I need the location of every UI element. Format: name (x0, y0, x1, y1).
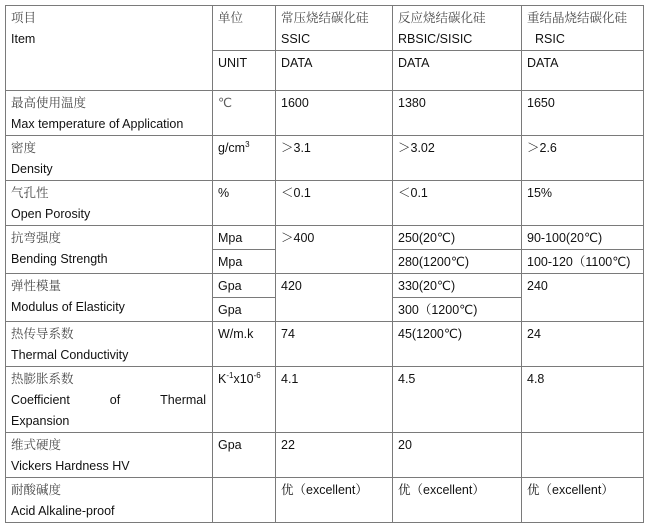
expansion-item (6, 367, 213, 433)
header-rsic (522, 6, 644, 51)
expansion-en-line1 (11, 390, 206, 411)
maxtemp-cn: 最高使用温度 (11, 96, 87, 110)
expansion-unit-sup1: -1 (226, 371, 234, 380)
elasticity-unit-1: Gpa (213, 274, 276, 298)
header-row (6, 6, 644, 51)
density-unit-sup: 3 (245, 140, 250, 149)
density-ssic: ＞3.1 (276, 136, 393, 181)
row-porosity (6, 181, 644, 226)
maxtemp-en: Max temperature of Application (11, 117, 184, 131)
header-item (6, 6, 213, 91)
hardness-rbsic: 20 (393, 433, 522, 478)
header-rsic-en: RSIC (535, 32, 565, 46)
expansion-en-word1: Coefficient (11, 393, 70, 407)
expansion-unit-k: K (218, 372, 227, 386)
header-rbsic-en: RBSIC/SISIC (398, 32, 473, 46)
maxtemp-item (6, 91, 213, 136)
expansion-en-line2: Expansion (11, 414, 70, 428)
density-unit (213, 136, 276, 181)
porosity-unit: % (213, 181, 276, 226)
properties-table (5, 5, 644, 523)
hardness-rsic (522, 433, 644, 478)
maxtemp-rbsic: 1380 (393, 91, 522, 136)
row-density (6, 136, 644, 181)
porosity-en: Open Porosity (11, 207, 91, 221)
header-ssic-cn: 常压烧结碳化硅 (281, 11, 369, 25)
acid-unit (213, 478, 276, 523)
expansion-unit-sup2: -6 (253, 371, 261, 380)
header-item-en: Item (11, 32, 36, 46)
header-rbsic-data: DATA (393, 51, 522, 91)
header-rsic-cn: 重结晶烧结碳化硅 (527, 11, 628, 25)
elasticity-unit-2: Gpa (213, 298, 276, 322)
thermal-cond-ssic: 74 (276, 322, 393, 367)
thermal-cond-cn: 热传导系数 (11, 327, 74, 341)
porosity-rsic: 15% (522, 181, 644, 226)
density-cn: 密度 (11, 141, 37, 155)
bending-rbsic-2: 280(1200℃) (393, 250, 522, 274)
row-bending-1 (6, 226, 644, 250)
hardness-en: Vickers Hardness HV (11, 459, 130, 473)
bending-ssic: ＞400 (276, 226, 393, 274)
maxtemp-ssic: 1600 (276, 91, 393, 136)
expansion-unit-mid: x10 (233, 372, 254, 386)
elasticity-en: Modulus of Elasticity (11, 300, 125, 314)
maxtemp-rsic: 1650 (522, 91, 644, 136)
header-unit-en: UNIT (213, 51, 276, 91)
thermal-cond-en: Thermal Conductivity (11, 348, 129, 362)
acid-rsic: 优（excellent） (522, 478, 644, 523)
hardness-unit: Gpa (213, 433, 276, 478)
bending-rbsic-1: 250(20℃) (393, 226, 522, 250)
porosity-rbsic: ＜0.1 (393, 181, 522, 226)
header-ssic-en: SSIC (281, 32, 311, 46)
elasticity-cn: 弹性模量 (11, 279, 62, 293)
expansion-cn: 热膨胀系数 (11, 372, 74, 386)
acid-item (6, 478, 213, 523)
header-rbsic (393, 6, 522, 51)
elasticity-rbsic-1: 330(20℃) (393, 274, 522, 298)
elasticity-rbsic-2: 300（1200℃) (393, 298, 522, 322)
hardness-ssic: 22 (276, 433, 393, 478)
density-en: Density (11, 162, 53, 176)
expansion-rsic: 4.8 (522, 367, 644, 433)
row-maxtemp (6, 91, 644, 136)
row-thermal-cond (6, 322, 644, 367)
bending-rsic-1: 90-100(20℃) (522, 226, 644, 250)
header-ssic-data: DATA (276, 51, 393, 91)
row-elasticity-1 (6, 274, 644, 298)
density-rsic: ＞2.6 (522, 136, 644, 181)
elasticity-item (6, 274, 213, 322)
expansion-en-word2: of (109, 393, 121, 407)
expansion-ssic: 4.1 (276, 367, 393, 433)
elasticity-rsic: 240 (522, 274, 644, 322)
header-rsic-data: DATA (522, 51, 644, 91)
bending-item (6, 226, 213, 274)
acid-ssic: 优（excellent） (276, 478, 393, 523)
hardness-item (6, 433, 213, 478)
acid-rbsic: 优（excellent） (393, 478, 522, 523)
bending-cn: 抗弯强度 (11, 231, 62, 245)
expansion-unit (213, 367, 276, 433)
thermal-cond-unit: W/m.k (213, 322, 276, 367)
header-unit-cn-text: 单位 (218, 11, 244, 25)
expansion-rbsic: 4.5 (393, 367, 522, 433)
porosity-item (6, 181, 213, 226)
porosity-ssic: ＜0.1 (276, 181, 393, 226)
bending-unit-1: Mpa (213, 226, 276, 250)
expansion-en-word3: Thermal (160, 393, 206, 407)
density-unit-base: g/cm (218, 141, 246, 155)
row-expansion (6, 367, 644, 433)
bending-unit-2: Mpa (213, 250, 276, 274)
density-item (6, 136, 213, 181)
thermal-cond-item (6, 322, 213, 367)
density-rbsic: ＞3.02 (393, 136, 522, 181)
bending-rsic-2: 100-120（1100℃) (522, 250, 644, 274)
thermal-cond-rbsic: 45(1200℃) (393, 322, 522, 367)
header-ssic (276, 6, 393, 51)
maxtemp-unit: ℃ (213, 91, 276, 136)
acid-cn: 耐酸碱度 (11, 483, 62, 497)
thermal-cond-rsic: 24 (522, 322, 644, 367)
bending-en: Bending Strength (11, 252, 108, 266)
hardness-cn: 维式硬度 (11, 438, 62, 452)
porosity-cn: 气孔性 (11, 186, 49, 200)
acid-en: Acid Alkaline-proof (11, 504, 115, 518)
header-unit-cn (213, 6, 276, 51)
header-rbsic-cn: 反应烧结碳化硅 (398, 11, 486, 25)
header-item-cn: 项目 (11, 11, 37, 25)
row-hardness (6, 433, 644, 478)
elasticity-ssic: 420 (276, 274, 393, 322)
row-acid (6, 478, 644, 523)
